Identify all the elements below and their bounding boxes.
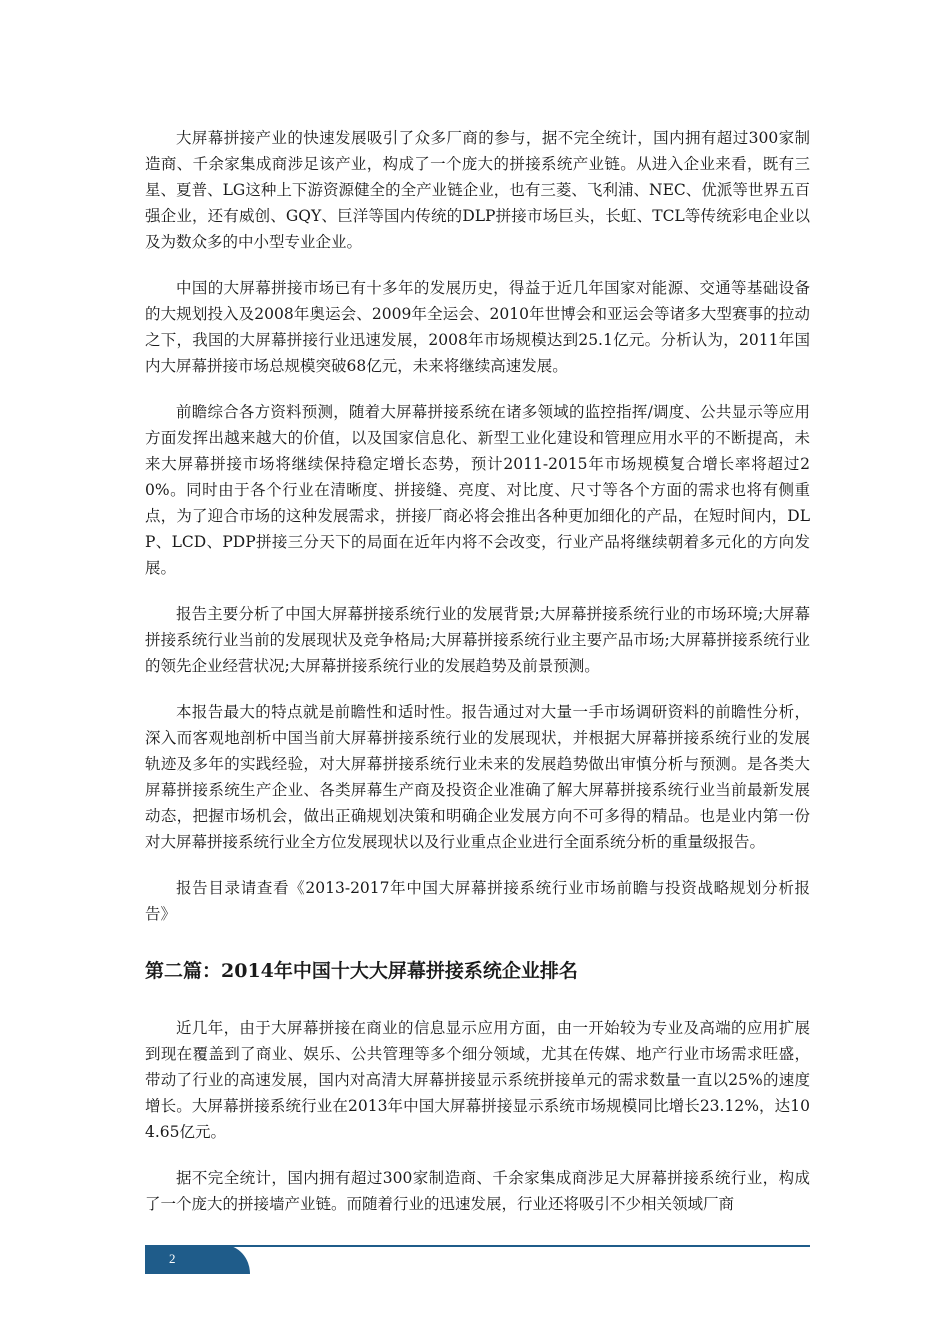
page-footer xyxy=(145,1244,810,1274)
page-number-tab xyxy=(145,1245,250,1274)
paragraph: 前瞻综合各方资料预测，随着大屏幕拼接系统在诸多领域的监控指挥/调度、公共显示等应用方面发挥出越来越大的价值，以及国家信息化、新型工业化建设和管理应用水平的不断提高，未来大屏幕拼接市场将继续保持稳定增长态势，预计2011-2015年市场规模复合增长率将超过20%。同时由于各个行业在清晰度、拼接缝、亮度、对比度、尺寸等各个方面的需求也将有侧重点，为了迎合市场的这种发展需求，拼接厂商必将会推出各种更加细化的产品，在短时间内，DLP、LCD、PDP拼接三分天下的局面在近年内将不会改变，行业产品将继续朝着多元化的方向发展。 xyxy=(145,403,810,577)
paragraph: 据不完全统计，国内拥有超过300家制造商、千余家集成商涉足大屏幕拼接系统行业，构成了一个庞大的拼接墙产业链。而随着行业的迅速发展，行业还将吸引不少相关领域厂商 xyxy=(145,1169,810,1213)
paragraph: 近几年，由于大屏幕拼接在商业的信息显示应用方面，由一开始较为专业及高端的应用扩展到现在覆盖到了商业、娱乐、公共管理等多个细分领域，尤其在传媒、地产行业市场需求旺盛，带动了行业的高速发展，国内对高清大屏幕拼接显示系统拼接单元的需求数量一直以25%的速度增长。大屏幕拼接系统行业在2013年中国大屏幕拼接显示系统市场规模同比增长23.12%，达104.65亿元。 xyxy=(145,1019,810,1141)
page-number: 2 xyxy=(169,1251,176,1266)
paragraph: 大屏幕拼接产业的快速发展吸引了众多厂商的参与，据不完全统计，国内拥有超过300家制造商、千余家集成商涉足该产业，构成了一个庞大的拼接系统产业链。从进入企业来看，既有三星、夏普、LG这种上下游资源健全的全产业链企业，也有三菱、飞利浦、NEC、优派等世界五百强企业，还有威创、GQY、巨洋等国内传统的DLP拼接市场巨头，长虹、TCL等传统彩电企业以及为数众多的中小型专业企业。 xyxy=(145,129,810,251)
paragraph: 报告目录请查看《2013-2017年中国大屏幕拼接系统行业市场前瞻与投资战略规划分析报告》 xyxy=(145,879,810,923)
paragraph: 报告主要分析了中国大屏幕拼接系统行业的发展背景;大屏幕拼接系统行业的市场环境;大屏幕拼接系统行业当前的发展现状及竞争格局;大屏幕拼接系统行业主要产品市场;大屏幕拼接系统行业的领先企业经营状况;大屏幕拼接系统行业的发展趋势及前景预测。 xyxy=(145,605,810,675)
paragraph: 本报告最大的特点就是前瞻性和适时性。报告通过对大量一手市场调研资料的前瞻性分析，深入而客观地剖析中国当前大屏幕拼接系统行业的发展现状，并根据大屏幕拼接系统行业的发展轨迹及多年的实践经验，对大屏幕拼接系统行业未来的发展趋势做出审慎分析与预测。是各类大屏幕拼接系统生产企业、各类屏幕生产商及投资企业准确了解大屏幕拼接系统行业当前最新发展动态，把握市场机会，做出正确规划决策和明确企业发展方向不可多得的精品。也是业内第一份对大屏幕拼接系统行业全方位发展现状以及行业重点企业进行全面系统分析的重量级报告。 xyxy=(145,703,810,851)
section-heading: 第二篇：2014年中国十大大屏幕拼接系统企业排名 xyxy=(145,960,578,982)
paragraph: 中国的大屏幕拼接市场已有十多年的发展历史，得益于近几年国家对能源、交通等基础设备的大规划投入及2008年奥运会、2009年全运会、2010年世博会和亚运会等诸多大型赛事的拉动之下，我国的大屏幕拼接行业迅速发展，2008年市场规模达到25.1亿元。分析认为，2011年国内大屏幕拼接市场总规模突破68亿元，未来将继续高速发展。 xyxy=(145,279,810,375)
footer-rule xyxy=(145,1245,810,1247)
document-body xyxy=(145,125,810,1237)
